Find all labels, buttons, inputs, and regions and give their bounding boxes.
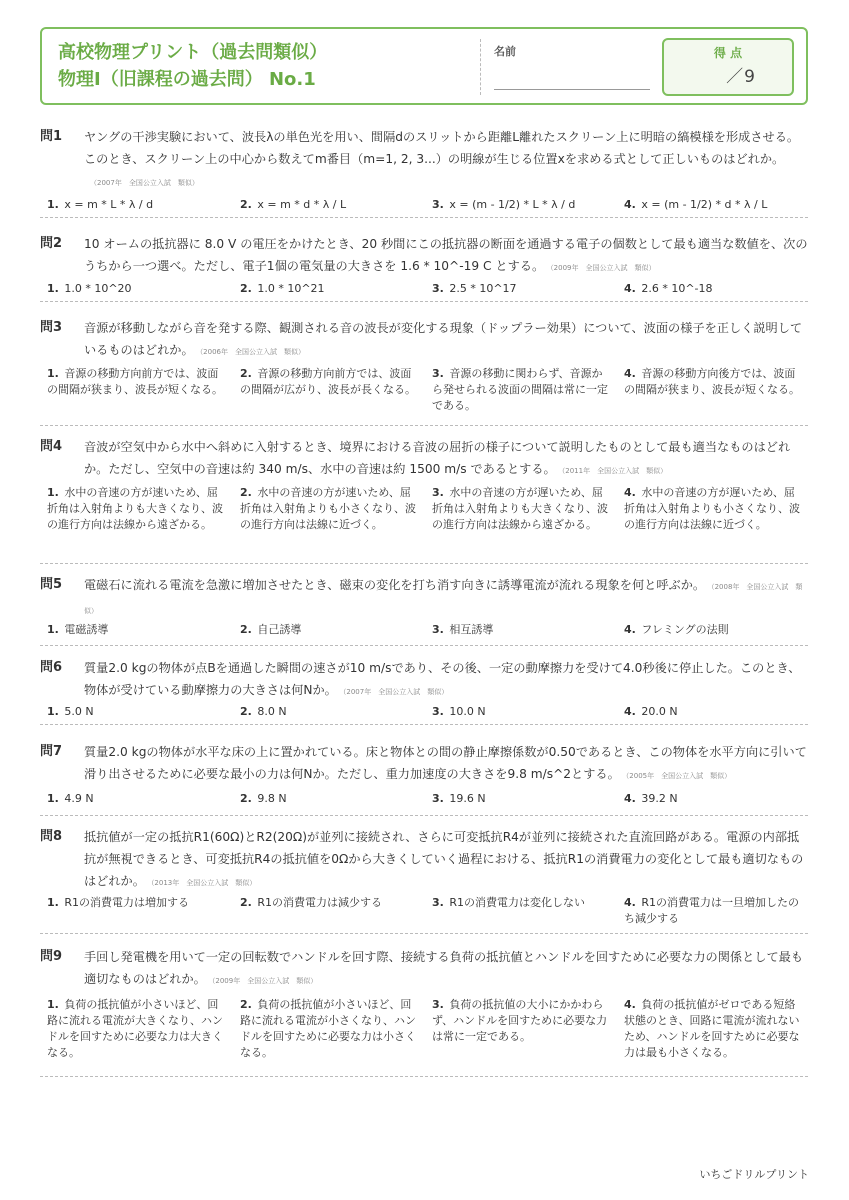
choice-text: 1.0 * 10^20 [64, 282, 132, 295]
question-text [84, 946, 808, 992]
choice-1[interactable] [47, 281, 225, 297]
question-number: 問9 [40, 949, 63, 964]
question-2 [40, 233, 808, 302]
choice-text: 負荷の抵抗値がゼロである短絡状態のとき、回路に電流が流れないため、ハンドルを回すために必要な力は最も小さくなる。 [624, 998, 800, 1059]
choice-number: 4. [624, 998, 636, 1011]
title-line-2: 物理Ⅰ（旧課程の過去問） No.1 [58, 69, 316, 90]
question-8 [40, 826, 808, 934]
question-body: 音波が空気中から水中へ斜めに入射するとき、境界における音波の屈折の様子について説明したものとして最も適当なものはどれか。ただし、空気中の音速は約 340 m/s、水中の音速は約 1500 m/s であるとする。 [84, 440, 791, 476]
choice-text: R1の消費電力は一旦増加したのち減少する [624, 896, 799, 925]
choice-3[interactable] [432, 366, 610, 414]
choice-number: 3. [432, 792, 444, 805]
question-text [84, 317, 808, 363]
choice-text: 水中の音速の方が遅いため、屈折角は入射角よりも小さくなり、波の進行方向は法線に近づく。 [624, 486, 800, 531]
choice-number: 4. [624, 792, 636, 805]
choice-2[interactable] [240, 704, 418, 720]
question-source: （2013年 全国公立入試 類似） [150, 879, 257, 887]
choice-number: 4. [624, 896, 636, 909]
choice-number: 2. [240, 282, 252, 295]
choice-number: 1. [47, 792, 59, 805]
choice-4[interactable] [624, 197, 802, 213]
choice-3[interactable] [432, 197, 610, 213]
choice-3[interactable] [432, 791, 610, 807]
choice-number: 3. [432, 998, 444, 1011]
choice-4[interactable] [624, 895, 802, 927]
question-source: （2009年 全国公立入試 類似） [550, 264, 656, 272]
choice-text: x = (m - 1/2) * d * λ / L [641, 198, 768, 211]
choice-text: R1の消費電力は減少する [257, 896, 382, 909]
question-source: （2005年 全国公立入試 類似） [625, 772, 732, 780]
choice-3[interactable] [432, 281, 610, 297]
question-body: 抵抗値が一定の抵抗R1(60Ω)とR2(20Ω)が並列に接続され、さらに可変抵抗R4が並列に接続された直流回路がある。電源の内部抵抗が無視できるとき、可変抵抗R4の抵抗値を0Ωから大きくしていく過程における、抵抗R1の消費電力の変化として最も適切なものはどれか。 [84, 830, 804, 888]
choice-number: 2. [240, 367, 252, 380]
question-number: 問7 [40, 744, 63, 759]
choice-text: 負荷の抵抗値の大小にかかわらず、ハンドルを回すために必要な力は常に一定である。 [432, 998, 608, 1043]
choice-number: 1. [47, 282, 59, 295]
choice-text: 相互誘導 [449, 623, 494, 636]
choice-3[interactable] [432, 997, 610, 1045]
question-body: 手回し発電機を用いて一定の回転数でハンドルを回す際、接続する負荷の抵抗値とハンドルを回すために必要な力の関係として最も適切なものはどれか。 [84, 950, 804, 986]
choice-text: 水中の音速の方が遅いため、屈折角は入射角よりも大きくなり、波の進行方向は法線から遠ざかる。 [432, 486, 608, 531]
choice-text: R1の消費電力は増加する [64, 896, 189, 909]
choice-number: 2. [240, 623, 252, 636]
choice-number: 2. [240, 998, 252, 1011]
choice-number: 1. [47, 198, 59, 211]
question-source: （2007年 全国公立入試 類似） [342, 688, 449, 696]
choice-number: 4. [624, 486, 636, 499]
choice-text: 音源の移動方向前方では、波面の間隔が狭まり、波長が短くなる。 [47, 367, 223, 396]
name-label: 名前 [494, 45, 516, 58]
choice-text: 音源の移動に関わらず、音源から発せられる波面の間隔は常に一定である。 [432, 367, 608, 412]
question-7 [40, 741, 808, 816]
choice-text: 4.9 N [64, 792, 94, 805]
choice-4[interactable] [624, 704, 802, 720]
choice-number: 1. [47, 896, 59, 909]
choice-3[interactable] [432, 485, 610, 533]
question-text [84, 436, 808, 482]
question-body: 質量2.0 kgの物体が水平な床の上に置かれている。床と物体との間の静止摩擦係数が0.50であるとき、この物体を水平方向に引いて滑り出させるために必要な最小の力は何Nか。ただし、重力加速度の大きさを9.8 m/s^2とする。 [84, 745, 807, 781]
choice-number: 2. [240, 486, 252, 499]
choice-number: 3. [432, 623, 444, 636]
choice-text: 音源の移動方向後方では、波面の間隔が狭まり、波長が短くなる。 [624, 367, 800, 396]
question-4 [40, 436, 808, 564]
question-number: 問2 [40, 236, 63, 251]
choice-4[interactable] [624, 997, 802, 1061]
choice-4[interactable] [624, 485, 802, 533]
choice-number: 4. [624, 623, 636, 636]
choice-text: 9.8 N [257, 792, 287, 805]
choice-text: 2.5 * 10^17 [449, 282, 517, 295]
choice-number: 2. [240, 198, 252, 211]
question-source: （2007年 全国公立入試 類似） [90, 179, 199, 187]
choice-number: 4. [624, 705, 636, 718]
choice-number: 3. [432, 705, 444, 718]
question-number: 問4 [40, 439, 63, 454]
choice-text: 39.2 N [641, 792, 678, 805]
choice-text: x = (m - 1/2) * L * λ / d [449, 198, 576, 211]
choice-text: 電磁誘導 [64, 623, 109, 636]
title-line-1: 高校物理プリント（過去問類似） [58, 42, 328, 63]
choice-text: 20.0 N [641, 705, 678, 718]
choice-text: 8.0 N [257, 705, 287, 718]
worksheet-header [40, 27, 808, 105]
choice-number: 1. [47, 705, 59, 718]
question-3 [40, 317, 808, 426]
question-1 [40, 126, 808, 218]
question-body: 質量2.0 kgの物体が点Bを通過した瞬間の速さが10 m/sであり、その後、一定の動摩擦力を受けて4.0秒後に停止した。このとき、物体が受けている動摩擦力の大きさは何Nか。 [84, 661, 801, 697]
question-text [84, 741, 808, 787]
choice-2[interactable] [240, 997, 418, 1061]
choice-4[interactable] [624, 281, 802, 297]
choice-2[interactable] [240, 197, 418, 213]
header-divider [480, 39, 481, 95]
choice-text: 2.6 * 10^-18 [641, 282, 713, 295]
choice-text: 1.0 * 10^21 [257, 282, 325, 295]
score-label: 得 点 [713, 46, 743, 60]
score-box [662, 38, 794, 96]
question-text [84, 574, 808, 622]
choice-number: 3. [432, 282, 444, 295]
choice-number: 2. [240, 792, 252, 805]
choice-2[interactable] [240, 485, 418, 533]
question-body: 10 オームの抵抗器に 8.0 V の電圧をかけたとき、20 秒間にこの抵抗器の断面を通過する電子の個数として最も適当な数値を、次のうちから一つ選べ。ただし、電子1個の電気量の大きさを 1.6 * 10^-19 C とする。 [84, 237, 808, 273]
choice-text: フレミングの法則 [641, 623, 729, 636]
choice-number: 2. [240, 896, 252, 909]
choice-3[interactable] [432, 622, 610, 638]
choice-text: 自己誘導 [257, 623, 302, 636]
footer-brand: いちごドリルプリント [699, 1168, 809, 1181]
choice-text: 水中の音速の方が速いため、屈折角は入射角よりも小さくなり、波の進行方向は法線に近づく。 [240, 486, 416, 531]
choice-1[interactable] [47, 791, 225, 807]
choice-number: 1. [47, 623, 59, 636]
choice-1[interactable] [47, 366, 225, 398]
choice-number: 2. [240, 705, 252, 718]
choice-text: 10.0 N [449, 705, 486, 718]
question-body: 電磁石に流れる電流を急激に増加させたとき、磁束の変化を打ち消す向きに誘導電流が流れる現象を何と呼ぶか。 [84, 578, 706, 592]
question-text [84, 826, 808, 894]
choice-2[interactable] [240, 895, 418, 911]
question-body: ヤングの干渉実験において、波長λの単色光を用い、間隔dのスリットから距離L離れたスクリーン上に明暗の縞模様を形成させる。このとき、スクリーン上の中心から数えてm番目（m=1, 2, 3...）の明線が生じる位置xを求める式として正しいものはどれか。 [84, 130, 800, 166]
question-6 [40, 657, 808, 725]
choice-text: 5.0 N [64, 705, 94, 718]
choice-1[interactable] [47, 197, 225, 213]
choice-number: 3. [432, 367, 444, 380]
question-number: 問5 [40, 577, 63, 592]
choice-3[interactable] [432, 704, 610, 720]
choice-1[interactable] [47, 622, 225, 638]
title-block [58, 39, 478, 93]
name-field[interactable] [494, 89, 650, 90]
question-number: 問1 [40, 129, 63, 144]
choice-3[interactable] [432, 895, 610, 911]
choice-2[interactable] [240, 791, 418, 807]
question-number: 問6 [40, 660, 63, 675]
question-text [84, 657, 808, 703]
question-text [84, 126, 808, 194]
choice-1[interactable] [47, 997, 225, 1061]
question-text [84, 233, 808, 279]
choice-1[interactable] [47, 485, 225, 533]
choice-number: 4. [624, 282, 636, 295]
choice-number: 3. [432, 198, 444, 211]
choice-number: 4. [624, 367, 636, 380]
choice-2[interactable] [240, 366, 418, 398]
choice-text: 音源の移動方向前方では、波面の間隔が広がり、波長が長くなる。 [240, 367, 416, 396]
question-5 [40, 574, 808, 646]
choice-1[interactable] [47, 895, 225, 911]
question-body: 音源が移動しながら音を発する際、観測される音の波長が変化する現象（ドップラー効果）について、波面の様子を正しく説明しているものはどれか。 [84, 321, 803, 357]
choice-text: R1の消費電力は変化しない [449, 896, 585, 909]
choice-2[interactable] [240, 281, 418, 297]
choice-number: 3. [432, 486, 444, 499]
choice-text: x = m * d * λ / L [257, 198, 347, 211]
question-source: （2011年 全国公立入試 類似） [561, 467, 668, 475]
choice-4[interactable] [624, 366, 802, 398]
choice-text: 19.6 N [449, 792, 486, 805]
choice-text: 負荷の抵抗値が小さいほど、回路に流れる電流が小さくなり、ハンドルを回すために必要な力は小さくなる。 [240, 998, 416, 1059]
choice-text: x = m * L * λ / d [64, 198, 154, 211]
choice-4[interactable] [624, 622, 802, 638]
question-number: 問3 [40, 320, 63, 335]
choice-2[interactable] [240, 622, 418, 638]
choice-number: 1. [47, 998, 59, 1011]
question-source: （2006年 全国公立入試 類似） [199, 348, 306, 356]
choice-number: 3. [432, 896, 444, 909]
choice-number: 4. [624, 198, 636, 211]
question-number: 問8 [40, 829, 63, 844]
question-source: （2009年 全国公立入試 類似） [211, 977, 318, 985]
question-source: （2008年 全国公立入試 類似） [84, 583, 803, 615]
score-value: ／9 [726, 67, 756, 87]
choice-1[interactable] [47, 704, 225, 720]
question-9 [40, 946, 808, 1077]
choice-text: 水中の音速の方が速いため、屈折角は入射角よりも大きくなり、波の進行方向は法線から遠ざかる。 [47, 486, 223, 531]
choice-number: 1. [47, 367, 59, 380]
choice-4[interactable] [624, 791, 802, 807]
choice-number: 1. [47, 486, 59, 499]
choice-text: 負荷の抵抗値が小さいほど、回路に流れる電流が大きくなり、ハンドルを回すために必要な力は大きくなる。 [47, 998, 223, 1059]
